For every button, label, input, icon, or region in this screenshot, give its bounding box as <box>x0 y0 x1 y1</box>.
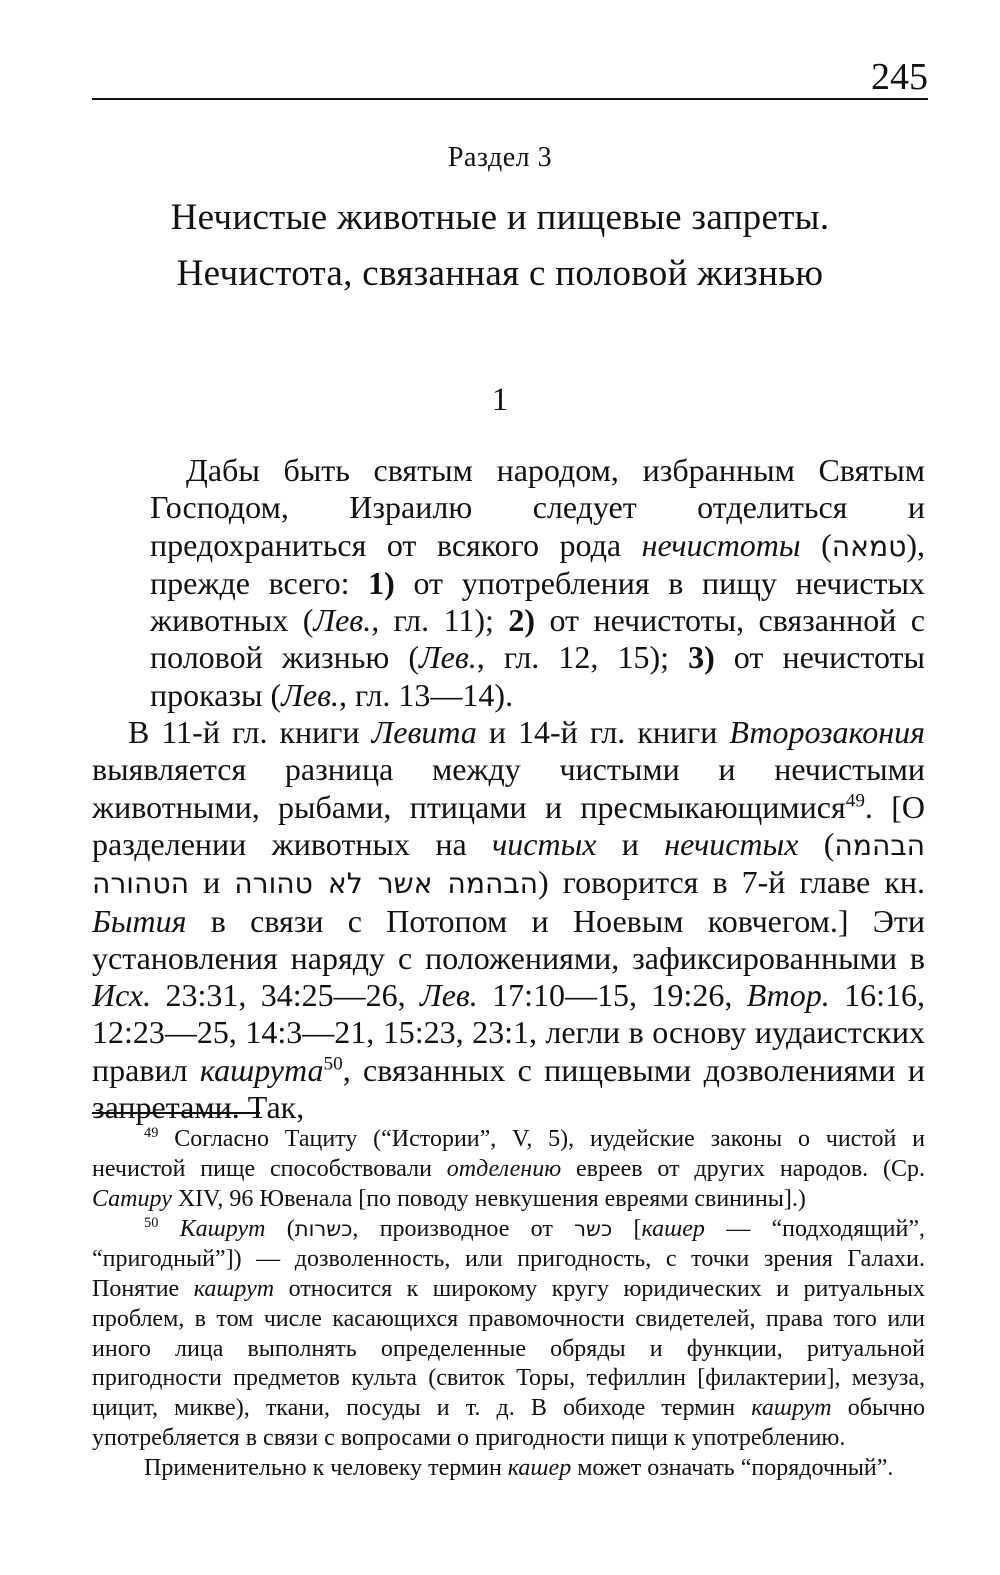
hebrew-term: הבהמה אשר לא טהורה <box>234 867 539 901</box>
text-run: ) говорится в 7-й главе кн. <box>538 864 926 901</box>
list-number: 3) <box>688 639 715 676</box>
section-label: Раздел 3 <box>447 142 553 173</box>
text-run: от нечистоты, связанной с половой жизнью ( <box>150 602 926 676</box>
book-reference: Лев. <box>281 676 339 713</box>
book-reference: Лев. <box>420 977 478 1014</box>
book-reference: Бытия <box>92 902 187 939</box>
book-reference: Второзакония <box>729 714 926 751</box>
emphasis: кашрута <box>199 1051 324 1088</box>
paragraph-1 <box>150 452 925 714</box>
text-run: 23:31, 34:25—26, <box>151 977 421 1014</box>
text-run: ), прежде всего: <box>150 526 925 601</box>
emphasis: кашрут <box>751 1395 832 1422</box>
footnote-marker[interactable]: 50 <box>323 1053 343 1075</box>
footnotes <box>92 1125 925 1484</box>
text-run: ( <box>265 1216 295 1243</box>
emphasis: отделению <box>446 1155 562 1182</box>
paragraph-2 <box>92 714 925 1126</box>
body-text <box>92 452 926 1126</box>
text-run: , производное от <box>352 1216 575 1243</box>
book-reference: Левита <box>371 714 477 751</box>
hebrew-term: כשר <box>574 1216 613 1242</box>
text-run: и <box>189 864 235 901</box>
text-run: [ <box>612 1216 642 1243</box>
footnote-49 <box>92 1125 925 1214</box>
text-run: от употребления в пищу нечистых животных ( <box>150 564 926 639</box>
hebrew-term: טמאה <box>831 529 907 563</box>
text-run: выявляется разница между чистыми и нечистыми животными, рыбами, птицами и пресмыкающимися <box>92 751 925 825</box>
list-number: 2) <box>508 602 536 639</box>
text-run: ( <box>798 825 835 862</box>
emphasis: кашер <box>641 1216 705 1243</box>
text-run: может означать “порядочный”. <box>571 1454 894 1481</box>
footnote-number: 50 <box>144 1215 159 1232</box>
book-reference: Лев. <box>313 602 372 639</box>
text-run: Применительно к человеку термин <box>144 1454 508 1481</box>
text-run: ( <box>800 526 832 563</box>
text-run: относится к широкому кругу юридических и ритуальных проблем, в том числе касающихся правомочности свидетелей, права того или иного лица выполнять определенные обряды и функции, ритуальной пригодности предметов культа (свиток Торы, тефиллин [филактерии], мезуза, цицит, микве), ткани, посуды и т. д. В обиходе термин <box>92 1275 925 1422</box>
subsection-number: 1 <box>491 382 509 418</box>
text-run: — “подходящий”, “пригодный”]) — дозволенность, или пригодность, с точки зрения Галахи. Понятие <box>92 1216 925 1302</box>
emphasis: Кашрут <box>179 1216 266 1243</box>
hebrew-term: כשרות <box>294 1216 353 1242</box>
emphasis: Сатиру <box>92 1185 172 1212</box>
emphasis: чистых <box>492 825 597 862</box>
text-run: в связи с Потопом и Ноевым ковчегом.] Эти установления наряду с положениями, зафиксированными в <box>92 902 925 976</box>
emphasis: кашер <box>507 1454 572 1481</box>
footnote-rule <box>92 1112 260 1114</box>
footnote-number: 49 <box>144 1125 159 1141</box>
text-run: В 11-й гл. книги <box>128 714 372 751</box>
text-run: , связанных с пищевыми дозволениями и запретами. Так, <box>92 1051 925 1126</box>
text-run: , гл. 13—14). <box>338 676 514 713</box>
book-reference: Лев. <box>419 639 477 676</box>
text-run: . [О разделении животных на <box>92 788 926 862</box>
emphasis: кашрут <box>193 1275 275 1302</box>
footnote-50 <box>92 1214 925 1453</box>
text-run: XIV, 96 Ювенала [по поводу невкушения евреями свинины].) <box>171 1185 806 1212</box>
list-number: 1) <box>368 564 395 601</box>
text-run: и 14-й гл. книги <box>476 714 730 751</box>
emphasis: нечистоты <box>641 526 801 563</box>
text-run: 17:10—15, 19:26, <box>477 977 747 1014</box>
page-number: 245 <box>871 56 928 98</box>
book-reference: Втор. <box>746 977 830 1014</box>
text-run: , гл. 11); <box>371 602 509 639</box>
text-run: Дабы быть святым народом, избранным Святым Господом, Израилю следует отделиться и предохраниться от всякого рода <box>150 452 925 563</box>
chapter-title-line-2: Нечистота, связанная с половой жизнью <box>176 253 824 294</box>
text-run: , гл. 12, 15); <box>476 639 689 676</box>
emphasis: нечистых <box>664 825 799 862</box>
text-run: евреев от других народов. (Ср. <box>561 1155 925 1182</box>
text-run: и <box>596 825 665 862</box>
text-run: от нечистоты проказы ( <box>150 639 926 713</box>
chapter-title-line-1: Нечистые животные и пищевые запреты. <box>170 197 830 238</box>
text-run: обычно употребляется в связи с вопросами о пригодности пищи к употреблению. <box>92 1395 925 1451</box>
text-run: Согласно Тациту (“Истории”, V, 5), иудейские законы о чистой и нечистой пище способствовали <box>92 1126 925 1182</box>
hebrew-term: הבהמה הטהורה <box>92 828 926 901</box>
footnote-marker[interactable]: 49 <box>845 790 865 812</box>
text-run: 16:16, 12:23—25, 14:3—21, 15:23, 23:1, легли в основу иудаистских правил <box>92 977 926 1088</box>
footnote-50-continued <box>92 1454 925 1484</box>
chapter-title <box>110 190 890 302</box>
book-reference: Исх. <box>92 977 152 1014</box>
header-rule <box>92 98 928 100</box>
